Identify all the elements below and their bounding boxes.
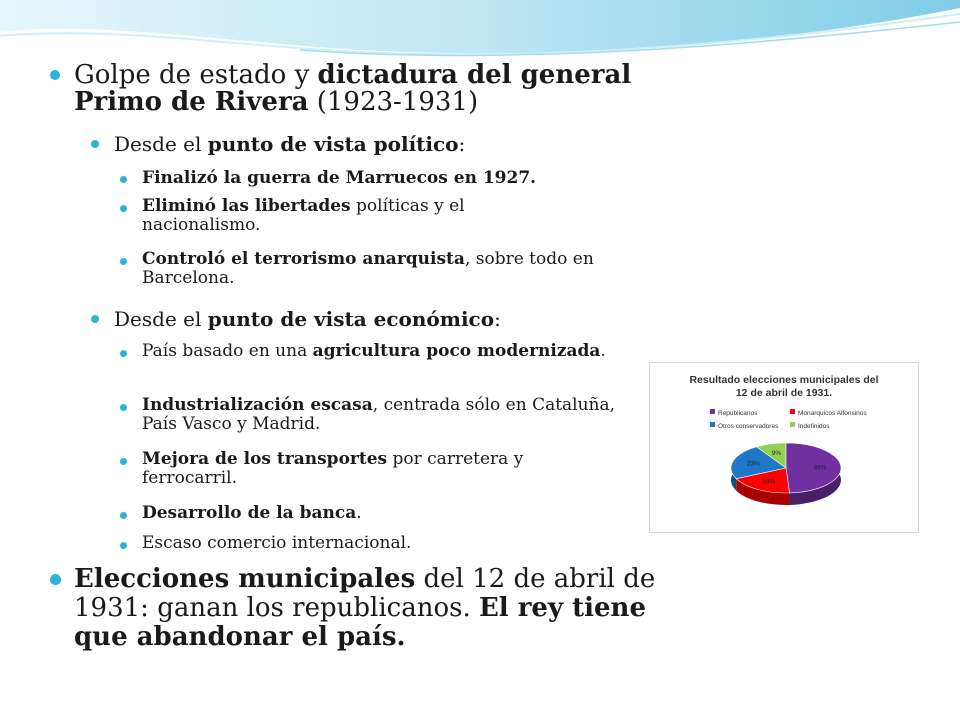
bullet-dot — [91, 315, 99, 323]
bullet-dot — [120, 404, 127, 411]
legend-label: Indefinidos — [798, 423, 830, 430]
pie-data-label: 23% — [746, 460, 760, 468]
bullet-marruecos: Finalizó la guerra de Marruecos en 1927. — [142, 168, 537, 188]
bullet-terrorismo: Controló el terrorismo anarquista, sobre todo en Barcelona. — [142, 249, 594, 288]
legend-swatch — [710, 409, 715, 414]
pie-data-label: 19% — [762, 478, 776, 486]
chart-canvas — [650, 363, 918, 532]
bullet-libertades: Eliminó las libertades políticas y el nacionalismo. — [142, 196, 465, 235]
legend-label: Otros conservadores — [718, 423, 779, 430]
bullet-comercio: Escaso comercio internacional. — [142, 533, 412, 553]
bullet-dot — [50, 574, 61, 585]
legend-label: Monarquicos Alfonsinos — [798, 410, 867, 417]
bullet-banca: Desarrollo de la banca. — [142, 503, 362, 523]
legend-swatch — [790, 409, 795, 414]
bullet-dot — [120, 176, 127, 183]
pie-data-label: 49% — [813, 464, 827, 472]
bullet-agricultura: País basado en una agricultura poco modernizada. — [142, 341, 606, 361]
bullet-dot — [91, 140, 99, 148]
bullet-economico: Desde el punto de vista económico: — [114, 307, 501, 331]
bullet-dot — [120, 205, 127, 212]
bullet-dot — [120, 512, 127, 519]
election-results-chart — [649, 362, 919, 533]
bullet-dot — [120, 542, 127, 549]
pie-data-label: 9% — [771, 450, 782, 458]
bullet-transportes: Mejora de los transportes por carretera y ferrocarril. — [142, 449, 524, 488]
legend-swatch — [790, 422, 795, 427]
bullet-elecciones: Elecciones municipales del 12 de abril de 1931: ganan los republicanos. El rey tiene que abandonar el país. — [74, 564, 656, 652]
legend-label: Republicanos — [718, 410, 758, 417]
bullet-dot — [120, 458, 127, 465]
bullet-dot — [120, 350, 127, 357]
bullet-dot — [50, 70, 60, 80]
bullet-dictadura: Golpe de estado y dictadura del general Primo de Rivera (1923-1931) — [74, 60, 632, 117]
bullet-dot — [120, 258, 127, 265]
bullet-politico: Desde el punto de vista político: — [114, 132, 466, 156]
bullet-industrializacion: Industrialización escasa, centrada sólo en Cataluña, País Vasco y Madrid. — [142, 395, 616, 434]
chart-title: Resultado elecciones municipales del 12 de abril de 1931. — [689, 374, 879, 399]
legend-swatch — [710, 422, 715, 427]
